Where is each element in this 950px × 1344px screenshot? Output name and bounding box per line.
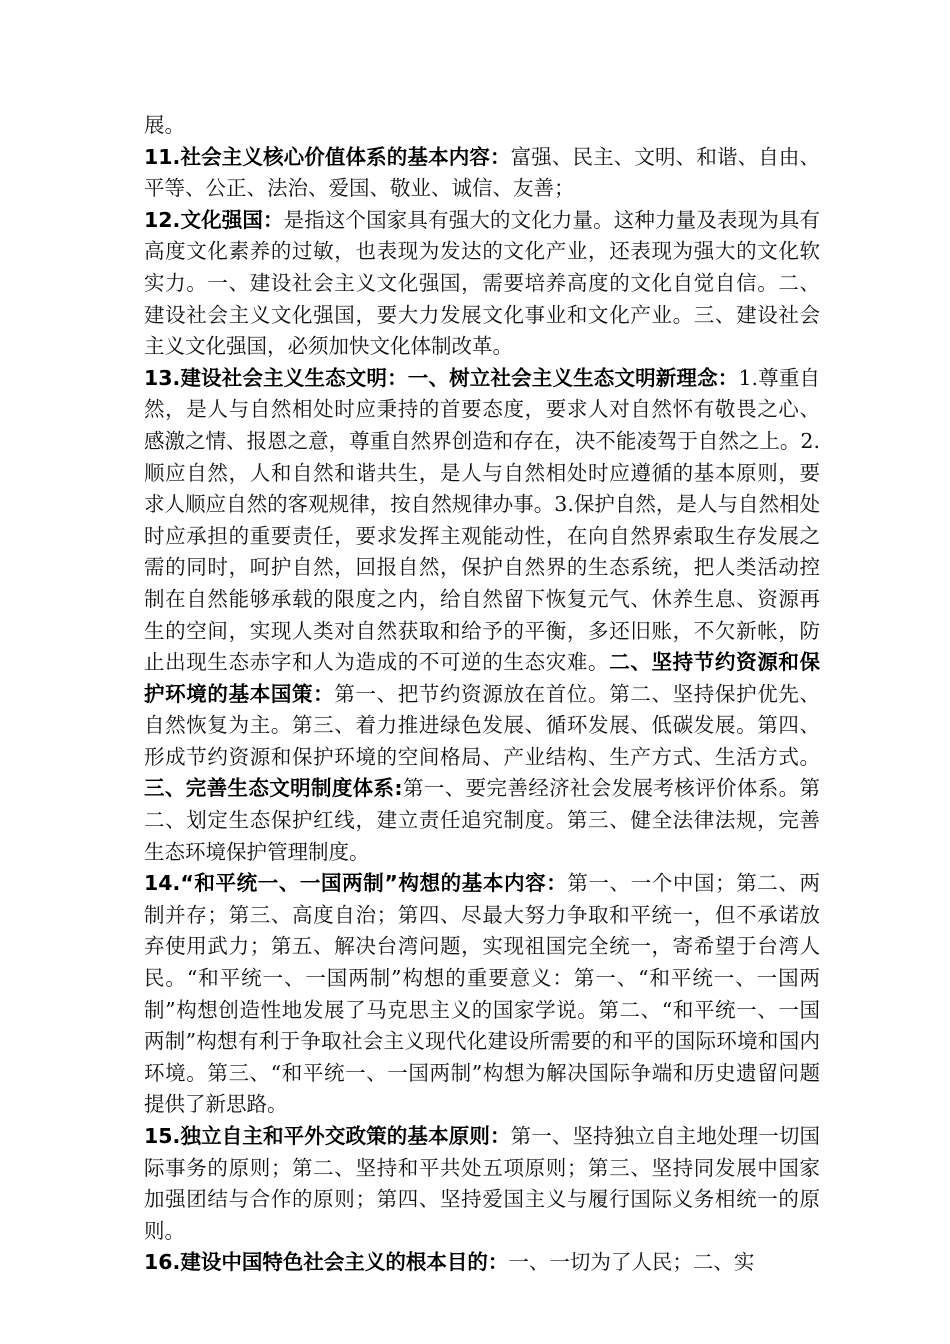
section-16 xyxy=(144,1247,820,1279)
section-11 xyxy=(144,142,820,205)
section-heading: 16.建设中国特色社会主义的根本目的： xyxy=(144,1250,509,1275)
section-text: 富强、民主、文明、和谐、自由、平等、公正、法治、爱国、敬业、诚信、友善； xyxy=(144,144,820,201)
section-heading: 11.社会主义核心价值体系的基本内容： xyxy=(144,144,511,169)
section-text: 一、一切为了人民；二、实 xyxy=(508,1250,755,1275)
section-text: 第一、要完善经济社会发展考核评价体系。第二、划定生态保护红线，建立责任追究制度。第三、健全法律法规，完善生态环境保护管理制度。 xyxy=(144,776,820,864)
section-14 xyxy=(144,868,820,1121)
section-text: 1.尊重自然，是人与自然相处时应秉持的首要态度，要求人对自然怀有敬畏之心、感激之情、报恩之意，尊重自然界创造和存在，决不能凌驾于自然之上。2.顺应自然，人和自然和谐共生，是人与自然相处时应遵循的基本原则，要求人顺应自然的客观规律，按自然规律办事。3.保护自然，是人与自然相处时应承担的重要责任，要求发挥主观能动性，在向自然界索取生存发展之需的同时，呵护自然，回报自然，保护自然界的生态系统，把人类活动控制在自然能够承载的限度之内，给自然留下恢复元气、休养生息、资源再生的空间，实现人类对自然获取和给予的平衡，多还旧账，不欠新帐，防止出现生态赤字和人为造成的不可逆的生态灾难。 xyxy=(144,365,820,675)
section-15 xyxy=(144,1121,820,1247)
section-heading: 12.文化强国： xyxy=(144,207,284,232)
section-text: 第一、把节约资源放在首位。第二、坚持保护优先、自然恢复为主。第三、着力推进绿色发展、循环发展、低碳发展。第四、形成节约资源和保护环境的空间格局、产业结构、生产方式、生活方式。 xyxy=(144,681,821,769)
section-heading: 14.“和平统一、一国两制”构想的基本内容： xyxy=(144,871,568,896)
document-body xyxy=(144,110,820,1279)
section-13 xyxy=(144,363,820,869)
section-heading: 13.建设社会主义生态文明：一、树立社会主义生态文明新理念： xyxy=(144,365,739,390)
section-heading: 15.独立自主和平外交政策的基本原则： xyxy=(144,1124,511,1148)
section-text: 第一、坚持独立自主地处理一切国际事务的原则；第二、坚持和平共处五项原则；第三、坚持同发展中国家加强团结与合作的原则；第四、坚持爱国主义与履行国际义务相统一的原则。 xyxy=(144,1124,820,1243)
section-text: 是指这个国家具有强大的文化力量。这种力量及表现为具有高度文化素养的过敏，也表现为发达的文化产业，还表现为强大的文化软实力。一、建设社会主义文化强国，需要培养高度的文化自觉自信。二、建设社会主义文化强国，要大力发展文化事业和文化产业。三、建设社会主义文化强国，必须加快文化体制改革。 xyxy=(144,207,820,359)
continuation-text: 展。 xyxy=(144,113,185,137)
subsection-heading: 二、坚持节约资源和保护环境的基本国策： xyxy=(144,650,821,706)
section-text: 第一、一个中国；第二、两制并存；第三、高度自治；第四、尽最大努力争取和平统一，但不承诺放弃使用武力；第五、解决台湾问题，实现祖国完全统一，寄希望于台湾人民。“和平统一、一国两制”构想的重要意义：第一、“和平统一、一国两制”构想创造性地发展了马克思主义的国家学说。第二、“和平统一、一国两制”构想有利于争取社会主义现代化建设所需要的和平的国际环境和国内环境。第三、“和平统一、一国两制”构想为解决国际争端和历史遗留问题提供了新思路。 xyxy=(144,871,820,1117)
subsection-heading: 三、完善生态文明制度体系: xyxy=(144,776,403,801)
section-12 xyxy=(144,205,820,363)
